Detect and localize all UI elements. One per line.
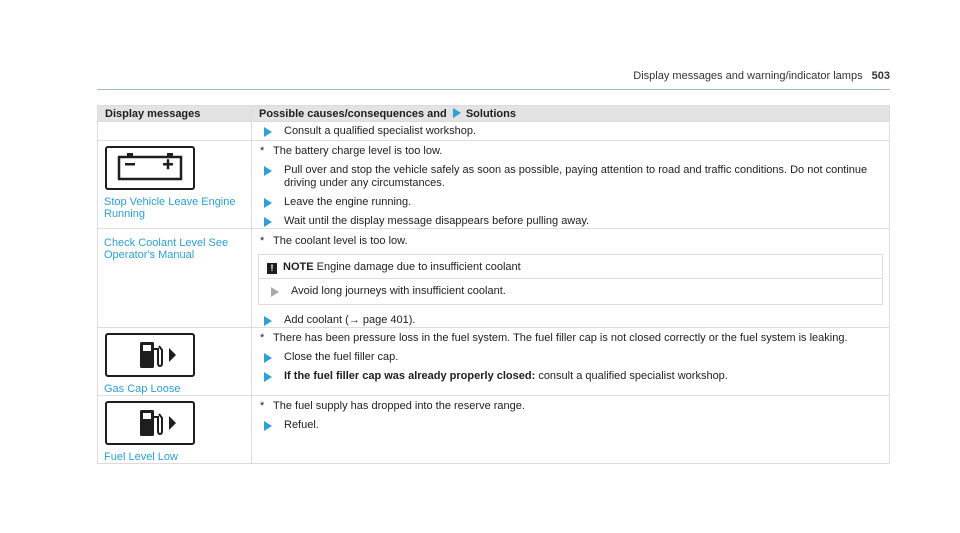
cause-text: * The coolant level is too low.: [260, 235, 408, 247]
message-label: Check Coolant Level See Operator's Manual: [104, 237, 229, 261]
solution-step: Leave the engine running.: [252, 196, 889, 209]
solution-step: Consult a qualified specialist workshop.: [252, 122, 889, 138]
message-label: Stop Vehicle Leave Engine Running: [104, 196, 236, 220]
note-box: ! NOTE Engine damage due to insufficient coolant Avoid long journeys with insufficient coolant.: [258, 254, 883, 305]
message-label: Gas Cap Loose: [104, 383, 181, 395]
table-row: [98, 141, 890, 229]
column-header-causes: Possible causes/consequences and Solutions: [252, 106, 890, 122]
fuel-pump-icon: [105, 401, 195, 445]
page-header: [633, 70, 890, 82]
solution-step: Close the fuel filler cap.: [252, 351, 889, 364]
solution-step: Wait until the display message disappears before pulling away.: [252, 215, 889, 228]
arrow-icon: [264, 421, 272, 431]
solution-step: Pull over and stop the vehicle safely as soon as possible, paying attention to road and traffic conditions. Do not continue driving under any circumstances.: [252, 164, 889, 190]
cause-text: * The battery charge level is too low.: [260, 145, 443, 157]
header-rule: [97, 89, 890, 90]
header-title: Display messages and warning/indicator lamps: [633, 70, 863, 82]
table-row: [98, 122, 890, 141]
messages-table: [97, 105, 890, 464]
message-label: Fuel Level Low: [104, 451, 178, 463]
solution-step: Refuel.: [252, 419, 889, 432]
arrow-icon: [264, 166, 272, 176]
arrow-icon: [264, 372, 272, 382]
fuel-pump-icon: [105, 333, 195, 377]
arrow-icon: [453, 108, 461, 118]
cause-text: * There has been pressure loss in the fuel system. The fuel filler cap is not closed correctly or the fuel system is leaking.: [260, 332, 848, 344]
table-row: [98, 396, 890, 464]
battery-icon: [105, 146, 195, 190]
arrow-icon: [264, 198, 272, 208]
arrow-icon: [264, 316, 272, 326]
table-row: [98, 328, 890, 396]
column-header-messages: Display messages: [98, 106, 252, 122]
arrow-icon: [264, 353, 272, 363]
arrow-icon: [271, 287, 279, 297]
table-row: [98, 229, 890, 328]
page-number: 503: [871, 70, 890, 82]
solution-step: Add coolant (→ page 401).: [252, 314, 889, 327]
solution-step: If the fuel filler cap was already properly closed: consult a qualified specialist workshop.: [252, 370, 889, 383]
warning-icon: !: [267, 263, 277, 274]
cause-text: * The fuel supply has dropped into the reserve range.: [260, 400, 525, 412]
arrow-icon: [264, 217, 272, 227]
arrow-icon: [264, 127, 272, 137]
note-step: Avoid long journeys with insufficient coolant.: [259, 285, 882, 298]
